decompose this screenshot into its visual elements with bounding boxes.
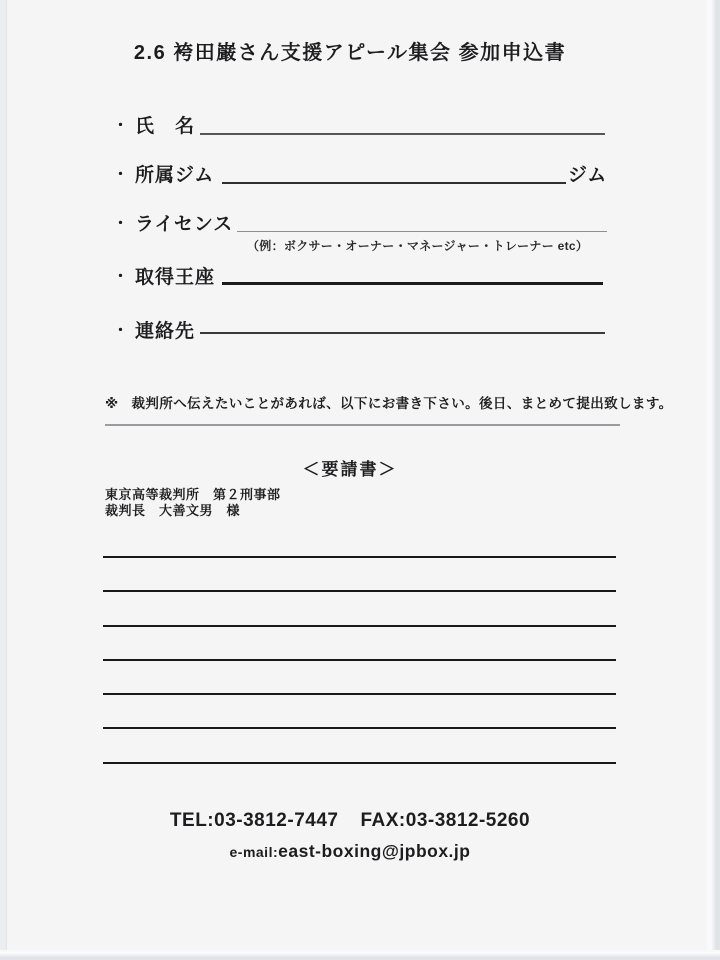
email-address: east-boxing@jpbox.jp [278, 841, 471, 861]
gym-input-line[interactable] [222, 182, 566, 184]
page-edge-bottom [0, 950, 720, 960]
request-heading: ＜要請書＞ [302, 460, 398, 479]
request-writing-line[interactable] [103, 625, 616, 627]
tel-label: TEL:03-3812-7447 [169, 810, 339, 831]
field-row-titles [113, 262, 215, 289]
request-writing-line[interactable] [103, 659, 616, 661]
titles-input-line[interactable] [222, 282, 603, 285]
court-name-line: 東京高等裁判所 第２刑事部 [105, 487, 281, 502]
license-example-hint: （例：ボクサー・オーナー・マネージャー・トレーナー etc） [247, 239, 589, 253]
license-input-line[interactable] [237, 231, 607, 232]
field-row-contact [113, 316, 195, 343]
request-writing-line[interactable] [103, 693, 616, 695]
bullet-icon: ・ [113, 117, 130, 134]
field-row-name [113, 111, 195, 138]
contact-input-line[interactable] [200, 332, 605, 334]
judge-name-line: 裁判長 大善文男 様 [105, 503, 241, 518]
note-divider [105, 424, 620, 426]
page-edge-right [706, 0, 720, 960]
writing-lines [103, 556, 616, 796]
titles-field-label: 取得王座 [135, 267, 216, 288]
request-writing-line[interactable] [103, 727, 616, 729]
name-input-line[interactable] [200, 133, 605, 135]
request-writing-line[interactable] [103, 590, 616, 592]
request-writing-line[interactable] [103, 762, 616, 764]
gym-suffix-label: ジム [568, 165, 608, 186]
gym-field-label: 所属ジム [135, 165, 215, 186]
bullet-icon: ・ [113, 322, 130, 339]
page-edge-left [0, 0, 7, 960]
note-text: 裁判所へ伝えたいことがあれば、以下にお書き下さい。後日、まとめて提出致します。 [131, 396, 673, 411]
court-note [105, 392, 673, 412]
fax-label: FAX:03-3812-5260 [360, 810, 531, 831]
field-row-gym [113, 160, 214, 187]
name-field-label: 氏 名 [135, 116, 196, 137]
license-field-label: ライセンス [135, 214, 234, 235]
bullet-icon: ・ [113, 215, 130, 232]
bullet-icon: ・ [113, 268, 130, 285]
email-label: e-mail: [229, 844, 279, 860]
request-recipient [105, 487, 281, 519]
bullet-icon: ・ [113, 166, 130, 183]
field-row-license [113, 209, 233, 236]
contact-field-label: 連絡先 [135, 321, 196, 342]
email-line [0, 841, 700, 862]
page-title: 2.6 袴田巌さん支援アピール集会 参加申込書 [133, 42, 567, 64]
tel-fax-line [0, 810, 700, 832]
request-writing-line[interactable] [103, 556, 616, 558]
note-mark: ※ [105, 396, 119, 411]
